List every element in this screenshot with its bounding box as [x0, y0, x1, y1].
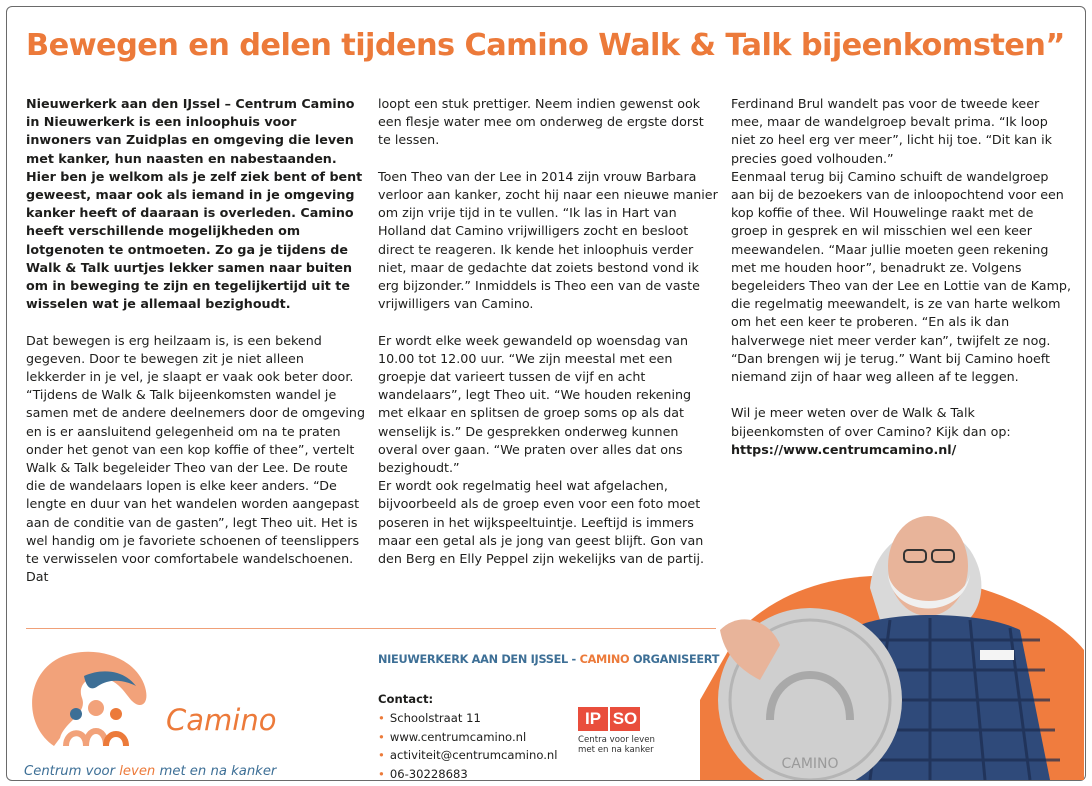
- lead-paragraph: Nieuwerkerk aan den IJssel – Centrum Camino in Nieuwerkerk is een inloophuis voor inwoners van Zuidplas en omgeving die leven met kanker, hun naasten en nabestaanden. Hier ben je welkom als je zelf ziek bent of bent geweest, maar ook als iemand in je omgeving kanker heeft of daaraan is overleden. Camino heeft verschillende mogelijkheden om lotgenoten te ontmoeten. Zo ga je tijdens de Walk & Talk uurtjes lekker samen naar buiten om in beweging te zijn en tegelijkertijd uit te wisselen wat je allemaal bezighoudt.: [26, 96, 363, 312]
- column-3: [731, 95, 1072, 459]
- paragraph: loopt een stuk prettiger. Neem indien gewenst ook een flesje water mee om onderweg de ergste dorst te lessen.: [378, 96, 704, 148]
- contact-list: [378, 709, 558, 783]
- divider: [26, 628, 716, 629]
- organiser-heading: NIEUWERKERK AAN DEN IJSSEL - CAMINO ORGANISEERT: [378, 653, 720, 666]
- logo-wordmark: Camino: [166, 703, 277, 737]
- website-link[interactable]: https://www.centrumcamino.nl/: [731, 441, 957, 457]
- camino-logo-icon: [24, 646, 154, 756]
- paragraph: Er wordt elke week gewandeld op woensdag van 10.00 tot 12.00 uur. “We zijn meestal met een groepje dat varieert tussen de vijf en acht wandelaars”, legt Theo uit. “We houden rekening met elkaar en splitsen de groep soms op als dat wenselijk is.” De gesprekken onderweg kunnen overal over gaan. “We praten over alles dat ons bezighoudt.”: [378, 332, 692, 476]
- contact-email[interactable]: • activiteit@centrumcamino.nl: [378, 746, 558, 765]
- column-2: [378, 95, 720, 568]
- volunteer-photo: [700, 470, 1084, 780]
- contact-address: • Schoolstraat 11: [378, 709, 558, 728]
- tagline: Centrum voor leven met en na kanker: [24, 764, 277, 779]
- paragraph: Eenmaal terug bij Camino schuift de wandelgroep aan bij de bezoekers van de inloopochtend voor een kop koffie of thee. Wil Houwelinge raakt met de groep in gesprek en wil misschien wel een keer meewandelen. “Maar jullie moeten geen rekening met me houden hoor”, benadrukt ze. Volgens begeleiders Theo van der Lee en Lottie van de Kamp, die regelmatig meewandelt, is ze van harte welkom om het een keer te proberen. “En als ik dan halverwege niet meer verder kan”, twijfelt ze nog. “Dan brengen wij je terug.” Want bij Camino hoeft niemand zijn of haar weg alleen af te leggen.: [731, 168, 1072, 385]
- paragraph: Wil je meer weten over de Walk & Talk bijeenkomsten of over Camino? Kijk dan op:: [731, 405, 1011, 439]
- paragraph: Er wordt ook regelmatig heel wat afgelachen, bijvoorbeeld als de groep even voor een foto moet poseren in het wijkspeeltuintje. Leeftijd is immers maar een getal als je jong van geest blijft. Gon van den Berg en Elly Peppel zijn wekelijks van de partij.: [378, 478, 705, 567]
- paragraph: Ferdinand Brul wandelt pas voor de tweede keer mee, maar de wandelgroep bevalt prima. “Ik loop niet zo heel erg ver meer”, licht hij toe. “Dit kan ik precies goed volhouden.”: [731, 96, 1052, 166]
- contact-website[interactable]: • www.centrumcamino.nl: [378, 728, 558, 747]
- column-1: [26, 95, 366, 586]
- paragraph: Toen Theo van der Lee in 2014 zijn vrouw Barbara verloor aan kanker, zocht hij naar een nieuwe manier om zijn vrije tijd in te vullen. “Ik las in Hart van Holland dat Camino vrijwilligers zocht en besloot direct te reageren. Ik kende het inloophuis verder niet, maar de gedachte dat zoiets bestond vond ik erg bijzonder.” Inmiddels is Theo een van de vaste vrijwilligers van Camino.: [378, 168, 718, 312]
- paragraph: Dat bewegen is erg heilzaam is, is een bekend gegeven. Door te bewegen zit je niet alleen lekkerder in je vel, je slaapt er vaak ook beter door. “Tijdens de Walk & Talk bijeenkomsten wandel je samen met de andere deelnemers door de omgeving en is er aansluitend gelegenheid om na te praten onder het genot van een kop koffie of thee”, vertelt Walk & Talk begeleider Theo van der Lee. De route die de wandelaars lopen is elke keer anders. “De lengte en duur van het wandelen worden aangepast aan de conditie van de gasten”, legt Theo uit. Het is wel handig om je favoriete schoenen of teenslippers te verwisselen voor comfortabele wandelschoenen. Dat: [26, 332, 366, 585]
- headline: Bewegen en delen tijdens Camino Walk & Talk bijeenkomsten”: [26, 28, 1065, 63]
- contact-phone: • 06-30228683: [378, 765, 558, 784]
- ipso-logo-icon: IP SO Centra voor leven met en na kanker: [578, 707, 658, 755]
- svg-text:CAMINO: CAMINO: [781, 756, 839, 772]
- ipso-subtitle: Centra voor leven met en na kanker: [578, 735, 655, 755]
- contact-label: Contact:: [378, 692, 434, 706]
